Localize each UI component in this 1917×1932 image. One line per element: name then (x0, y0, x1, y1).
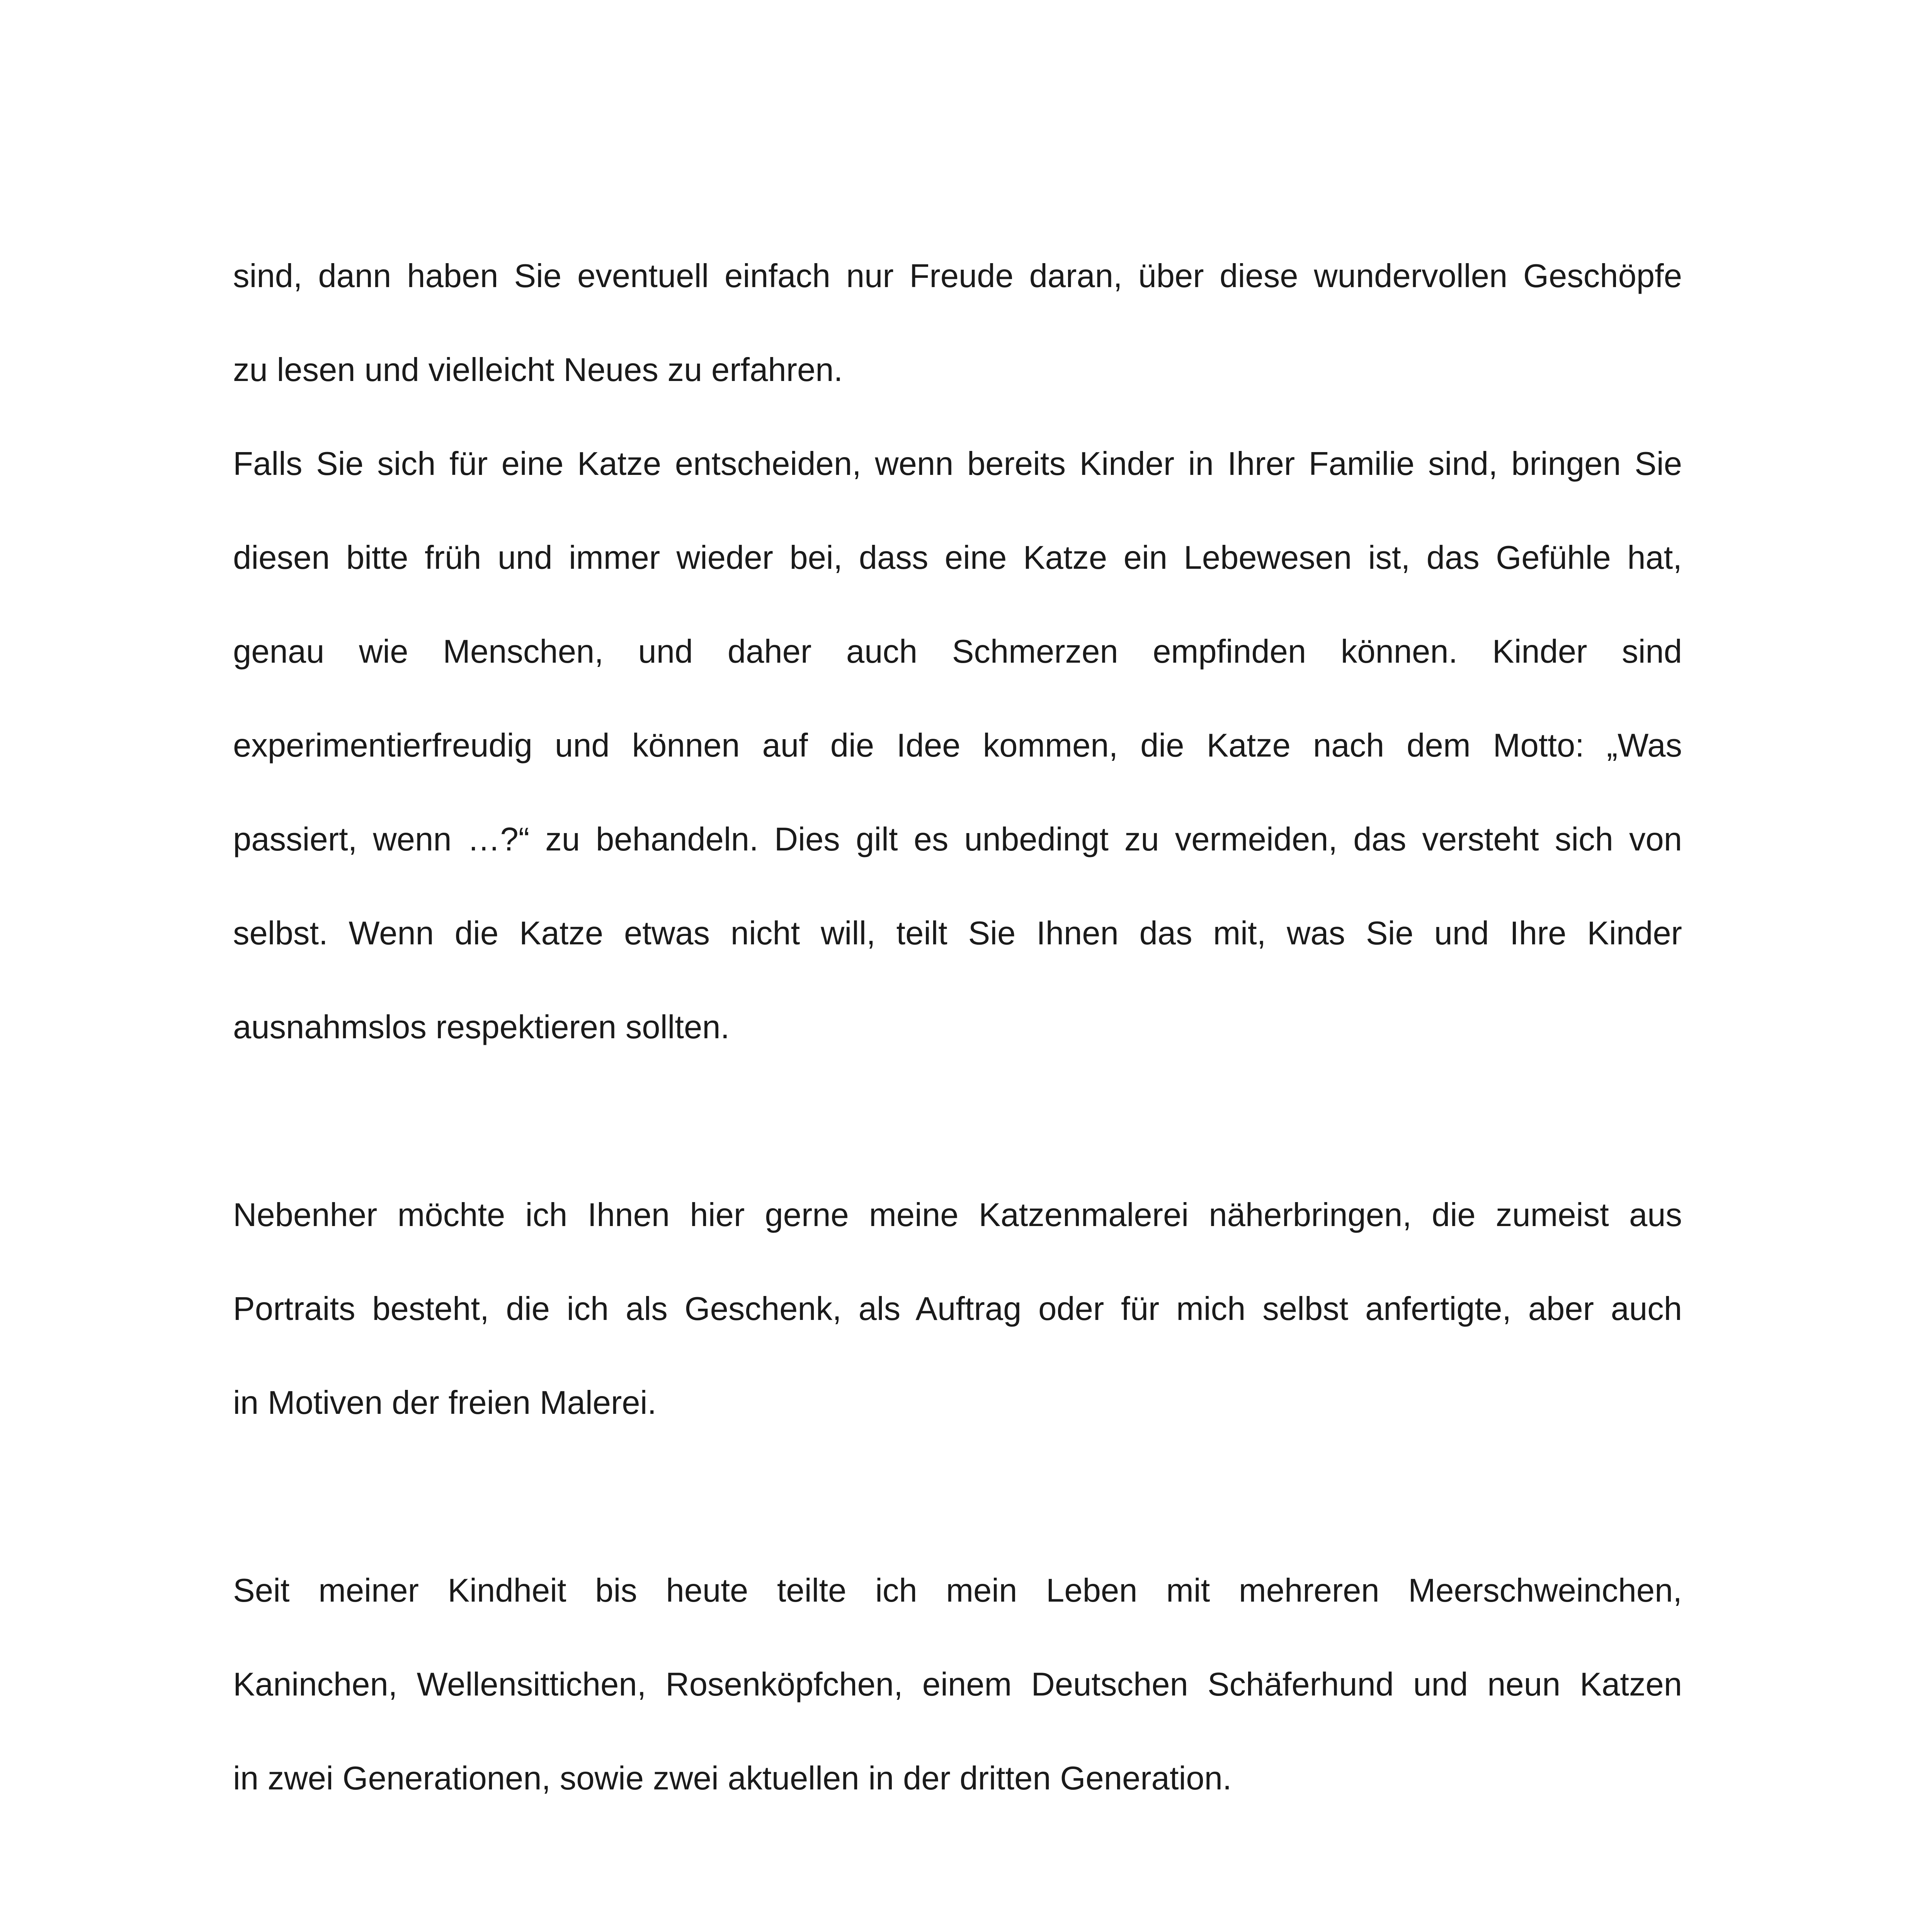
text-line: selbst. Wenn die Katze etwas nicht will, teilt Sie Ihnen das mit, was Sie und Ihre Kinder (233, 915, 1682, 952)
text-line: genau wie Menschen, und daher auch Schmerzen empfinden können. Kinder sind (233, 633, 1682, 670)
text-line: Falls Sie sich für eine Katze entscheiden, wenn bereits Kinder in Ihrer Familie sind, bringen Sie (233, 446, 1682, 482)
paragraph-spacer (233, 1844, 1682, 1932)
text-line: experimentierfreudig und können auf die Idee kommen, die Katze nach dem Motto: „Was (233, 727, 1682, 764)
text-line: passiert, wenn …?“ zu behandeln. Dies gilt es unbedingt zu vermeiden, das versteht sich von (233, 821, 1682, 858)
body-text (233, 247, 1682, 1932)
paragraph-spacer (233, 1092, 1682, 1186)
text-line: zu lesen und vielleicht Neues zu erfahren. (233, 352, 843, 388)
text-line: diesen bitte früh und immer wieder bei, dass eine Katze ein Lebewesen ist, das Gefühle hat, (233, 539, 1682, 576)
text-line: Kaninchen, Wellensittichen, Rosenköpfchen, einem Deutschen Schäferhund und neun Katzen (233, 1666, 1682, 1703)
text-line: in Motiven der freien Malerei. (233, 1384, 657, 1421)
paragraph-spacer (233, 1468, 1682, 1562)
text-line: sind, dann haben Sie eventuell einfach nur Freude daran, über diese wundervollen Geschöpfe (233, 258, 1682, 294)
text-line: in zwei Generationen, sowie zwei aktuellen in der dritten Generation. (233, 1760, 1232, 1797)
text-line: Portraits besteht, die ich als Geschenk, als Auftrag oder für mich selbst anfertigte, aber auch (233, 1291, 1682, 1327)
text-line: Nebenher möchte ich Ihnen hier gerne meine Katzenmalerei näherbringen, die zumeist aus (233, 1197, 1682, 1233)
text-line: Seit meiner Kindheit bis heute teilte ich mein Leben mit mehreren Meerschweinchen, (233, 1572, 1682, 1609)
text-line: ausnahmslos respektieren sollten. (233, 1009, 730, 1046)
